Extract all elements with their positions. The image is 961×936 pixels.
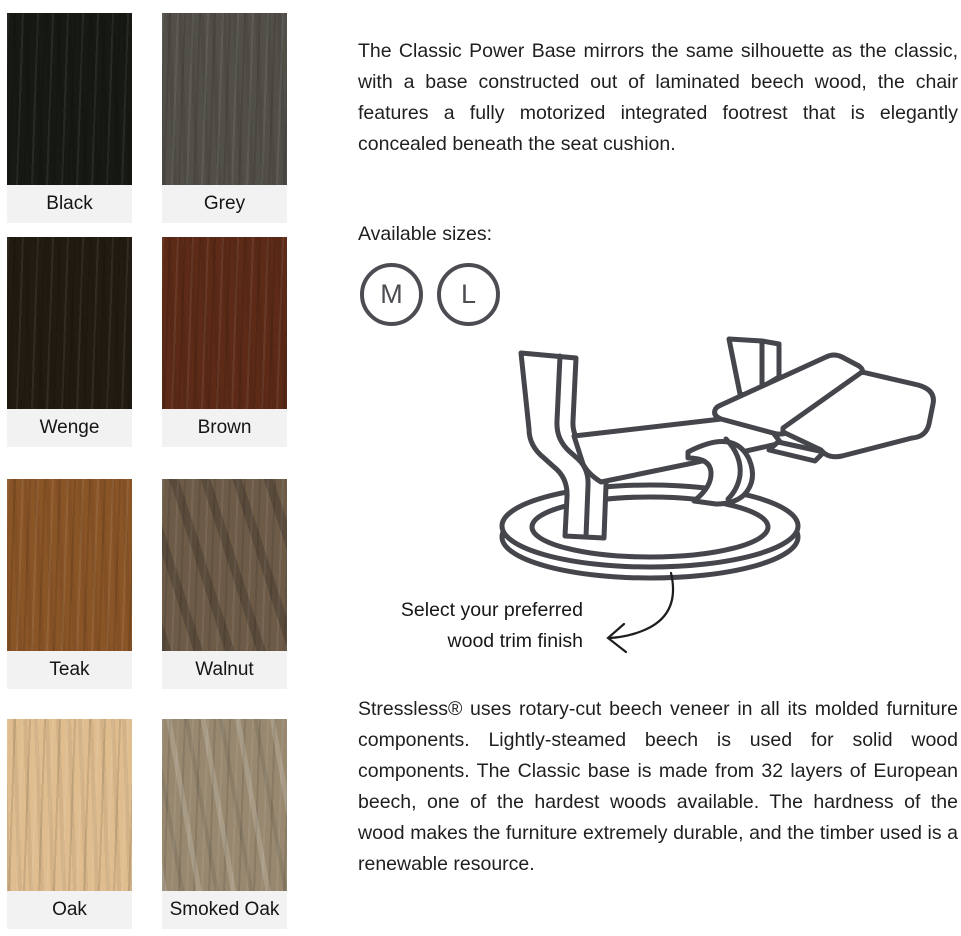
wood-swatch-card[interactable] <box>162 13 287 223</box>
callout-arrow <box>608 573 673 652</box>
wood-finish-callout <box>358 595 583 657</box>
swan-neck-bracket <box>688 442 753 504</box>
wood-swatch-card[interactable] <box>7 719 132 929</box>
wood-swatch-card[interactable] <box>162 237 287 447</box>
available-sizes-label: Available sizes: <box>358 223 493 245</box>
wood-swatch-label: Walnut <box>162 651 287 689</box>
wood-swatch-card[interactable] <box>7 479 132 689</box>
size-option-m[interactable]: M <box>360 263 423 326</box>
wood-swatch-label: Teak <box>7 651 132 689</box>
callout-line-1: Select your preferred <box>400 599 583 621</box>
wood-swatch-label: Black <box>7 185 132 223</box>
wood-swatch-card[interactable] <box>162 719 287 929</box>
wood-swatch-card[interactable] <box>7 237 132 447</box>
wood-swatch-label: Brown <box>162 409 287 447</box>
callout-line-2: wood trim finish <box>447 630 583 652</box>
wood-swatch-image[interactable] <box>7 237 132 409</box>
wood-swatch-label: Smoked Oak <box>162 891 287 929</box>
wood-swatch-image[interactable] <box>162 479 287 651</box>
wood-swatch-image[interactable] <box>162 237 287 409</box>
wood-swatch-label: Oak <box>7 891 132 929</box>
wood-swatch-image[interactable] <box>162 13 287 185</box>
wood-swatch-label: Wenge <box>7 409 132 447</box>
wood-swatch-card[interactable] <box>162 479 287 689</box>
wood-swatch-image[interactable] <box>162 719 287 891</box>
materials-paragraph: Stressless® uses rotary-cut beech veneer in all its molded furniture components. Lightly-steamed beech is used for solid wood components. The Classic base is made from 32 layers of European beech, one of the hardest woods available. The hardness of the wood makes the furniture extremely durable, and the timber used is a renewable resource. <box>358 698 958 875</box>
wood-swatch-image[interactable] <box>7 13 132 185</box>
intro-paragraph: The Classic Power Base mirrors the same silhouette as the classic, with a base constructed out of laminated beech wood, the chair features a fully motorized integrated footrest that is elegantly concealed beneath the seat cushion. <box>358 40 958 155</box>
size-options <box>360 263 500 326</box>
wood-swatch-label: Grey <box>162 185 287 223</box>
wood-swatch-image[interactable] <box>7 479 132 651</box>
wood-swatch-image[interactable] <box>7 719 132 891</box>
size-option-l[interactable]: L <box>437 263 500 326</box>
wood-swatch-card[interactable] <box>7 13 132 223</box>
